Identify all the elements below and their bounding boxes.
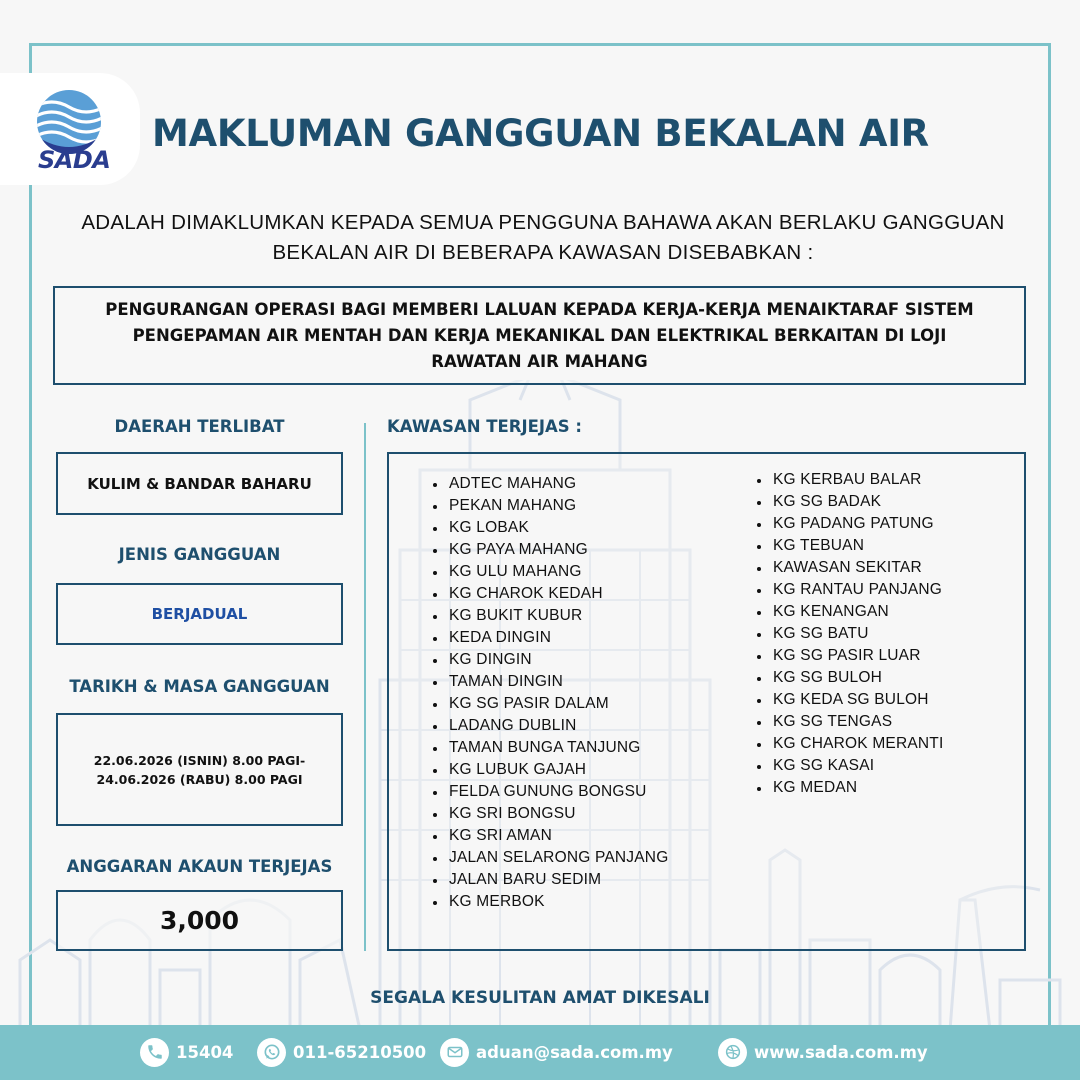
kawasan-list-item: PEKAN MAHANG <box>432 495 672 517</box>
kawasan-list-item: JALAN BARU SEDIM <box>432 869 672 891</box>
kawasan-list-item: KG KERBAU BALAR <box>756 469 996 491</box>
kawasan-list-item: KG MEDAN <box>756 777 996 799</box>
kawasan-list-item: KEDA DINGIN <box>432 627 672 649</box>
contact-website-text: www.sada.com.my <box>754 1042 928 1062</box>
tarikh-value: 22.06.2026 (ISNIN) 8.00 PAGI- 24.06.2026 (RABU) 8.00 PAGI <box>93 752 306 787</box>
kawasan-list-left <box>432 473 672 913</box>
jenis-box <box>56 583 343 645</box>
kawasan-list-item: TAMAN BUNGA TANJUNG <box>432 737 672 759</box>
contact-whatsapp-text: 011-65210500 <box>293 1042 427 1062</box>
kawasan-list-item: KG BUKIT KUBUR <box>432 605 672 627</box>
kawasan-list-item: KG CHAROK KEDAH <box>432 583 672 605</box>
contact-phone-text: 15404 <box>176 1042 234 1062</box>
cause-box <box>53 286 1026 385</box>
kawasan-list-item: FELDA GUNUNG BONGSU <box>432 781 672 803</box>
kawasan-list-item: KG SG PASIR DALAM <box>432 693 672 715</box>
apology-message: SEGALA KESULITAN AMAT DIKESALI <box>370 988 710 1008</box>
kawasan-list-item: KG MERBOK <box>432 891 672 913</box>
kawasan-list-item: KG LUBUK GAJAH <box>432 759 672 781</box>
kawasan-list-right <box>756 469 996 799</box>
kawasan-list-item: KG KENANGAN <box>756 601 996 623</box>
tarikh-box <box>56 713 343 826</box>
kawasan-list-item: KAWASAN SEKITAR <box>756 557 996 579</box>
kawasan-list-item: KG SRI BONGSU <box>432 803 672 825</box>
email-icon <box>440 1038 469 1067</box>
kawasan-list-item: KG SG TENGAS <box>756 711 996 733</box>
daerah-value: KULIM & BANDAR BAHARU <box>87 474 312 493</box>
jenis-value: BERJADUAL <box>151 605 248 623</box>
kawasan-list-item: KG CHAROK MERANTI <box>756 733 996 755</box>
kawasan-list-item: KG SRI AMAN <box>432 825 672 847</box>
logo-wordmark: SADA <box>38 146 111 174</box>
kawasan-list-item: ADTEC MAHANG <box>432 473 672 495</box>
kawasan-list-item: KG SG BATU <box>756 623 996 645</box>
kawasan-list-item: KG PAYA MAHANG <box>432 539 672 561</box>
daerah-box <box>56 452 343 515</box>
kawasan-list-item: KG ULU MAHANG <box>432 561 672 583</box>
contact-website[interactable] <box>718 1037 928 1067</box>
column-divider <box>364 423 366 951</box>
intro-paragraph: ADALAH DIMAKLUMKAN KEPADA SEMUA PENGGUNA BAHAWA AKAN BERLAKU GANGGUAN BEKALAN AIR DI BEBERAPA KAWASAN DISEBABKAN : <box>81 211 1005 264</box>
page-title: MAKLUMAN GANGGUAN BEKALAN AIR <box>152 112 929 155</box>
kawasan-list-item: KG KEDA SG BULOH <box>756 689 996 711</box>
kawasan-list-item: LADANG DUBLIN <box>432 715 672 737</box>
contact-email-text: aduan@sada.com.my <box>476 1042 673 1062</box>
kawasan-box <box>387 452 1026 951</box>
contact-whatsapp[interactable] <box>257 1037 426 1067</box>
kawasan-list-item: KG SG KASAI <box>756 755 996 777</box>
phone-icon <box>140 1038 169 1067</box>
logo-badge <box>0 73 140 185</box>
jenis-label: JENIS GANGGUAN <box>118 545 281 564</box>
cause-text: PENGURANGAN OPERASI BAGI MEMBERI LALUAN KEPADA KERJA-KERJA MENAIKTARAF SISTEM PENGEPAMAN AIR MENTAH DAN KERJA MEKANIKAL DAN ELEKTRIKAL BERKAITAN DI LOJI RAWATAN AIR MAHANG <box>105 299 974 371</box>
kawasan-list-item: KG LOBAK <box>432 517 672 539</box>
anggaran-value: 3,000 <box>159 906 240 935</box>
kawasan-list-item: KG RANTAU PANJANG <box>756 579 996 601</box>
kawasan-list-item: JALAN SELARONG PANJANG <box>432 847 672 869</box>
kawasan-label: KAWASAN TERJEJAS : <box>387 417 583 436</box>
kawasan-list-item: KG TEBUAN <box>756 535 996 557</box>
kawasan-list-item: TAMAN DINGIN <box>432 671 672 693</box>
kawasan-list-item: KG SG PASIR LUAR <box>756 645 996 667</box>
anggaran-box <box>56 890 343 951</box>
contact-bar <box>0 1025 1080 1080</box>
whatsapp-icon <box>257 1038 286 1067</box>
daerah-label: DAERAH TERLIBAT <box>114 417 285 436</box>
kawasan-list-item: KG DINGIN <box>432 649 672 671</box>
contact-phone[interactable] <box>140 1037 233 1067</box>
kawasan-list-item: KG SG BADAK <box>756 491 996 513</box>
tarikh-label: TARIKH & MASA GANGGUAN <box>69 677 330 696</box>
kawasan-list-item: KG PADANG PATUNG <box>756 513 996 535</box>
globe-icon <box>718 1038 747 1067</box>
contact-email[interactable] <box>440 1037 673 1067</box>
anggaran-label: ANGGARAN AKAUN TERJEJAS <box>66 857 333 876</box>
kawasan-list-item: KG SG BULOH <box>756 667 996 689</box>
